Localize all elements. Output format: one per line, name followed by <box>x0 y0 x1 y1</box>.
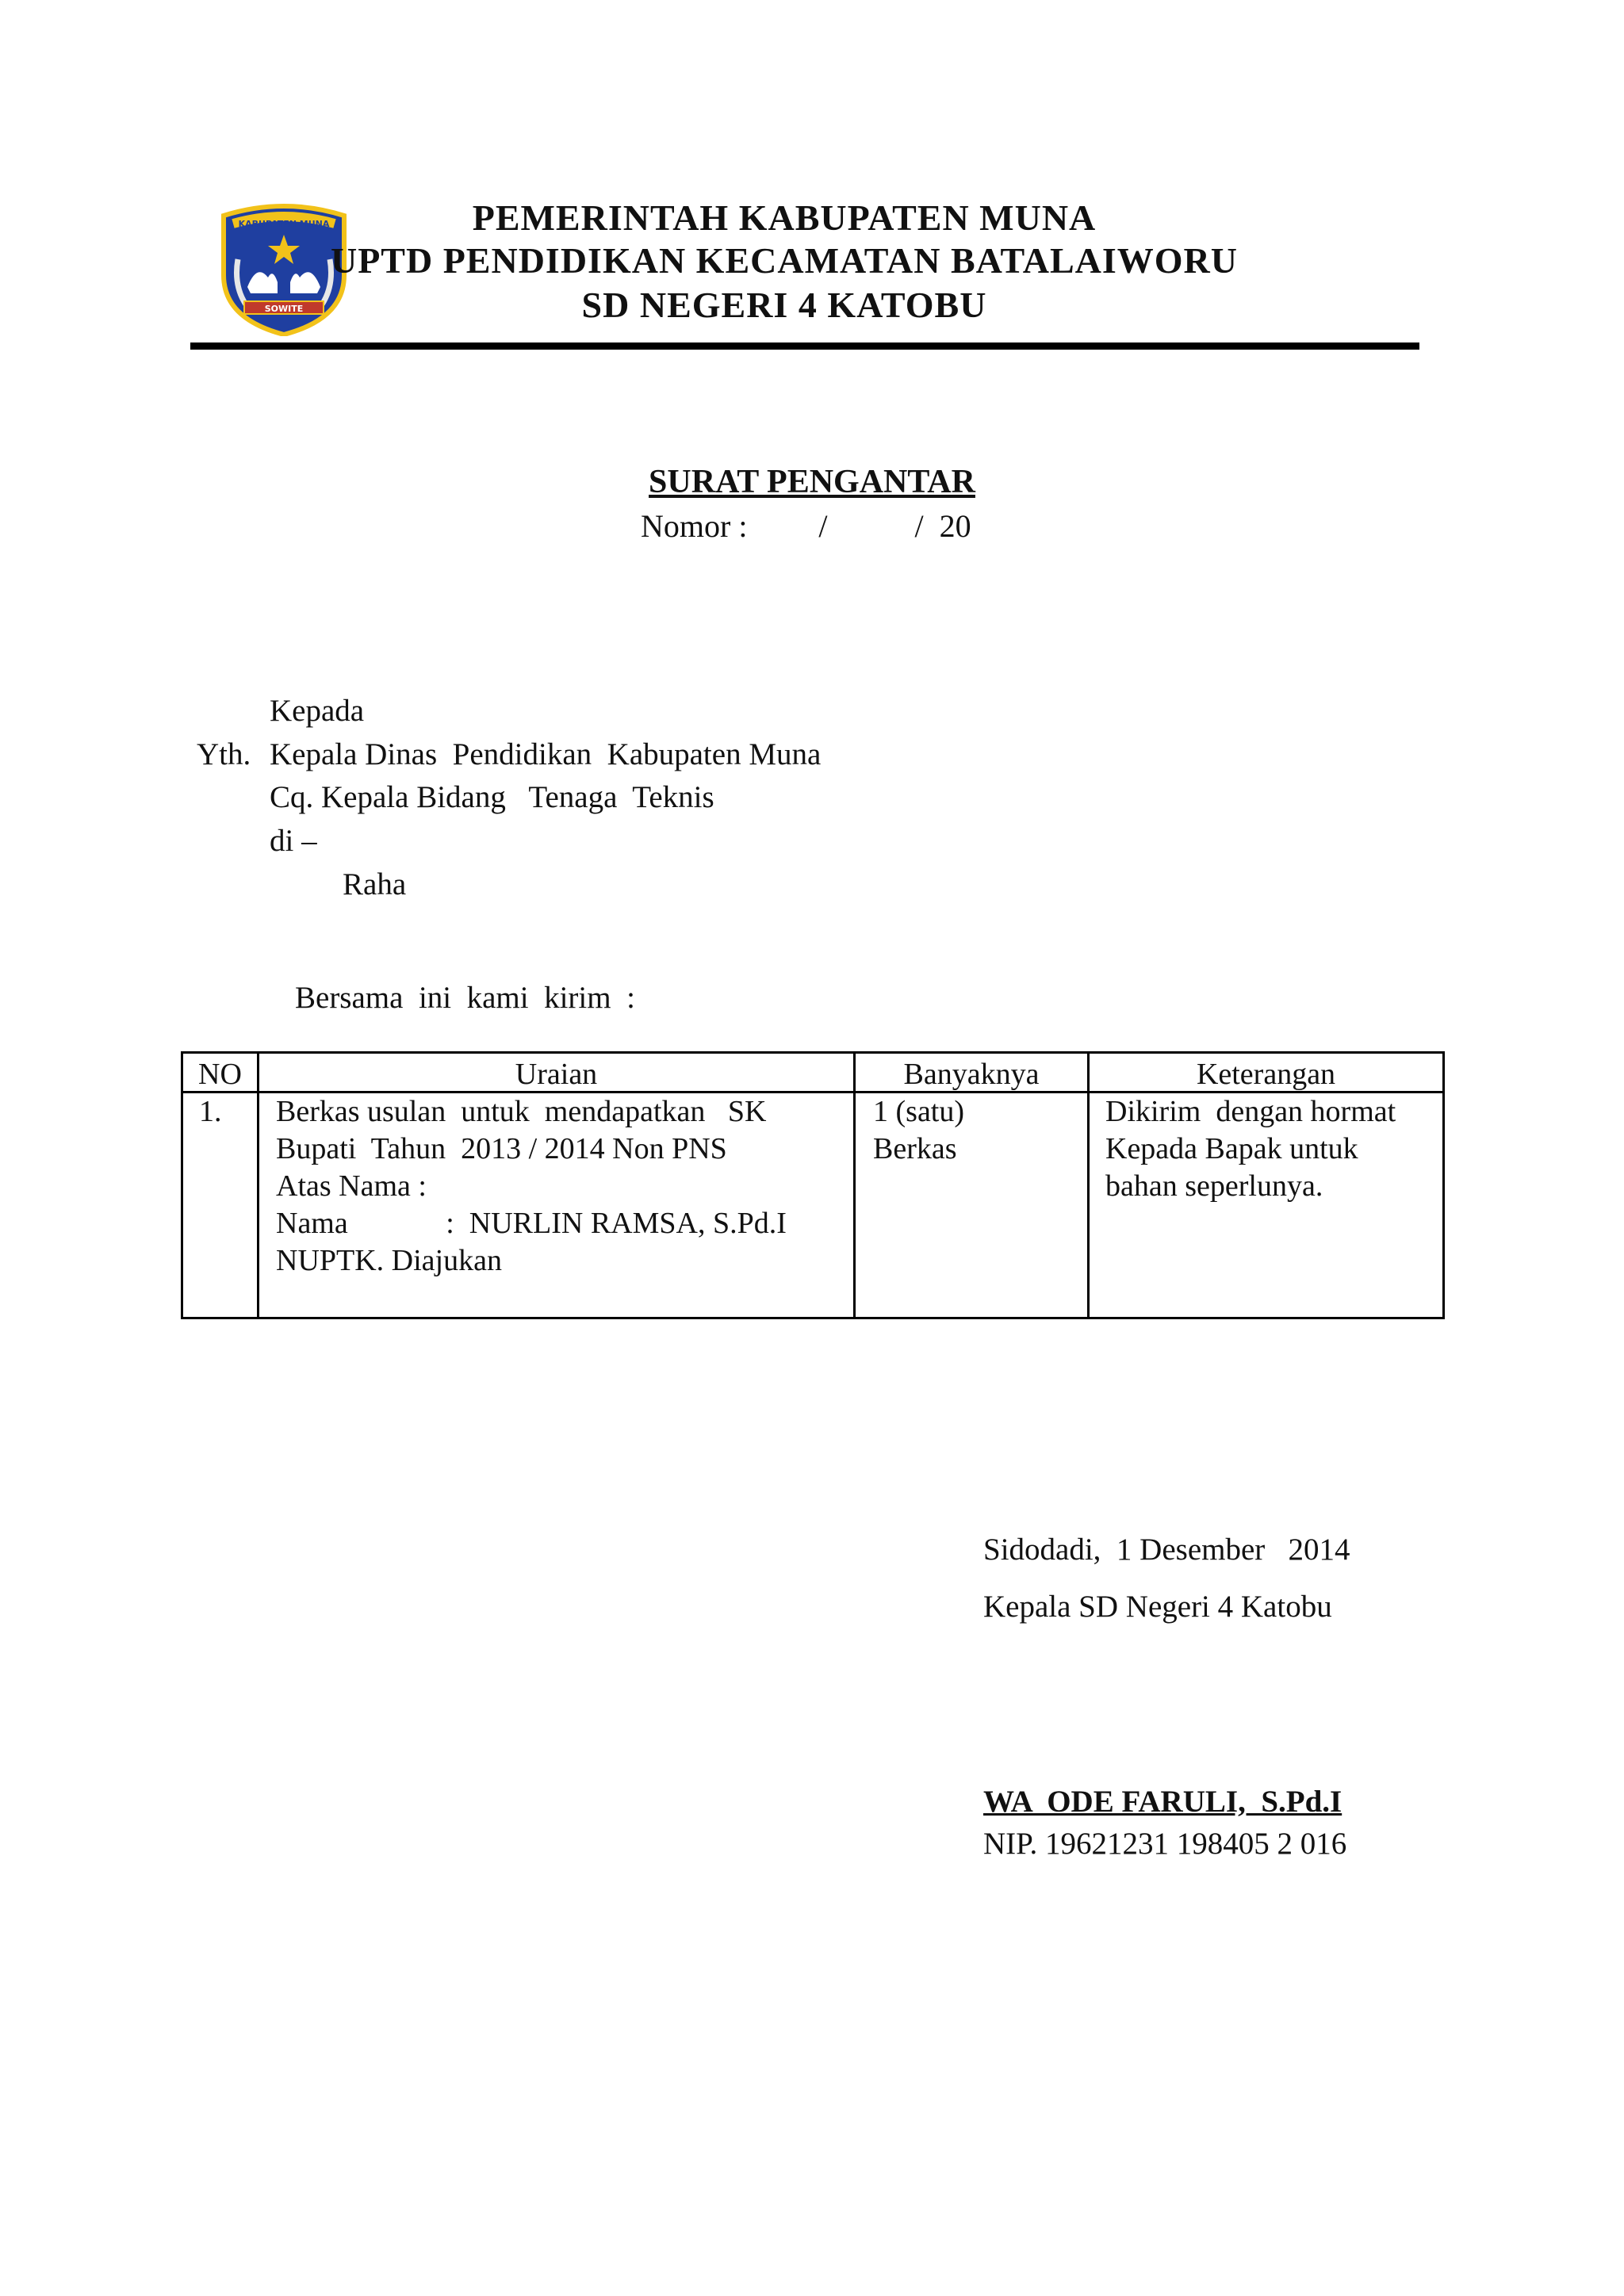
recipient-line-4: Raha <box>343 867 407 901</box>
recipient-line-3: di – <box>270 824 317 858</box>
recipient-kepada: Kepada <box>270 694 365 728</box>
table-cell-banyaknya-line: 1 (satu) <box>873 1095 965 1128</box>
letterhead-divider <box>190 342 1419 350</box>
recipient-line-2: Cq. Kepala Bidang Tenaga Teknis <box>270 780 714 814</box>
emblem-top-text: KABUPATEN MUNA <box>238 219 330 229</box>
place-and-date: Sidodadi, 1 Desember 2014 <box>983 1533 1350 1567</box>
letterhead-line-1: PEMERINTAH KABUPATEN MUNA <box>472 197 1097 238</box>
table-header-banyaknya: Banyaknya <box>903 1058 1040 1091</box>
table-cell-uraian-line: Bupati Tahun 2013 / 2014 Non PNS <box>276 1132 727 1165</box>
table-cell-uraian-line: Nama : NURLIN RAMSA, S.Pd.I <box>276 1207 787 1240</box>
emblem-motto-text: SOWITE <box>264 304 304 314</box>
table-header-uraian: Uraian <box>515 1058 598 1091</box>
table-cell-keterangan-line: Kepada Bapak untuk <box>1105 1132 1358 1165</box>
table-cell-keterangan-line: bahan seperlunya. <box>1105 1169 1323 1203</box>
table-cell-uraian-line: NUPTK. Diajukan <box>276 1244 502 1277</box>
table-cell-no: 1. <box>199 1095 222 1128</box>
signer-nip: NIP. 19621231 198405 2 016 <box>983 1827 1347 1861</box>
recipient-line-1: Kepala Dinas Pendidikan Kabupaten Muna <box>270 737 822 771</box>
signer-name: WA ODE FARULI, S.Pd.I <box>983 1785 1342 1819</box>
table-cell-uraian-line: Atas Nama : <box>276 1169 427 1203</box>
table-cell-uraian-line: Berkas usulan untuk mendapatkan SK <box>276 1095 767 1128</box>
table-header-no: NO <box>198 1058 242 1091</box>
table-cell-banyaknya-line: Berkas <box>873 1132 957 1165</box>
letterhead-line-2: UPTD PENDIDIKAN KECAMATAN BATALAIWORU <box>330 240 1238 281</box>
table-cell-keterangan-line: Dikirim dengan hormat <box>1105 1095 1396 1128</box>
table-header-keterangan: Keterangan <box>1196 1058 1336 1091</box>
recipient-yth-label: Yth. <box>197 737 251 771</box>
letter-number: Nomor : / / 20 <box>641 508 971 544</box>
items-table <box>181 1051 1445 1319</box>
signer-position: Kepala SD Negeri 4 Katobu <box>983 1590 1332 1624</box>
intro-text: Bersama ini kami kirim : <box>295 981 635 1015</box>
letter-title: SURAT PENGANTAR <box>649 464 975 500</box>
letterhead-line-3: SD NEGERI 4 KATOBU <box>581 285 987 325</box>
